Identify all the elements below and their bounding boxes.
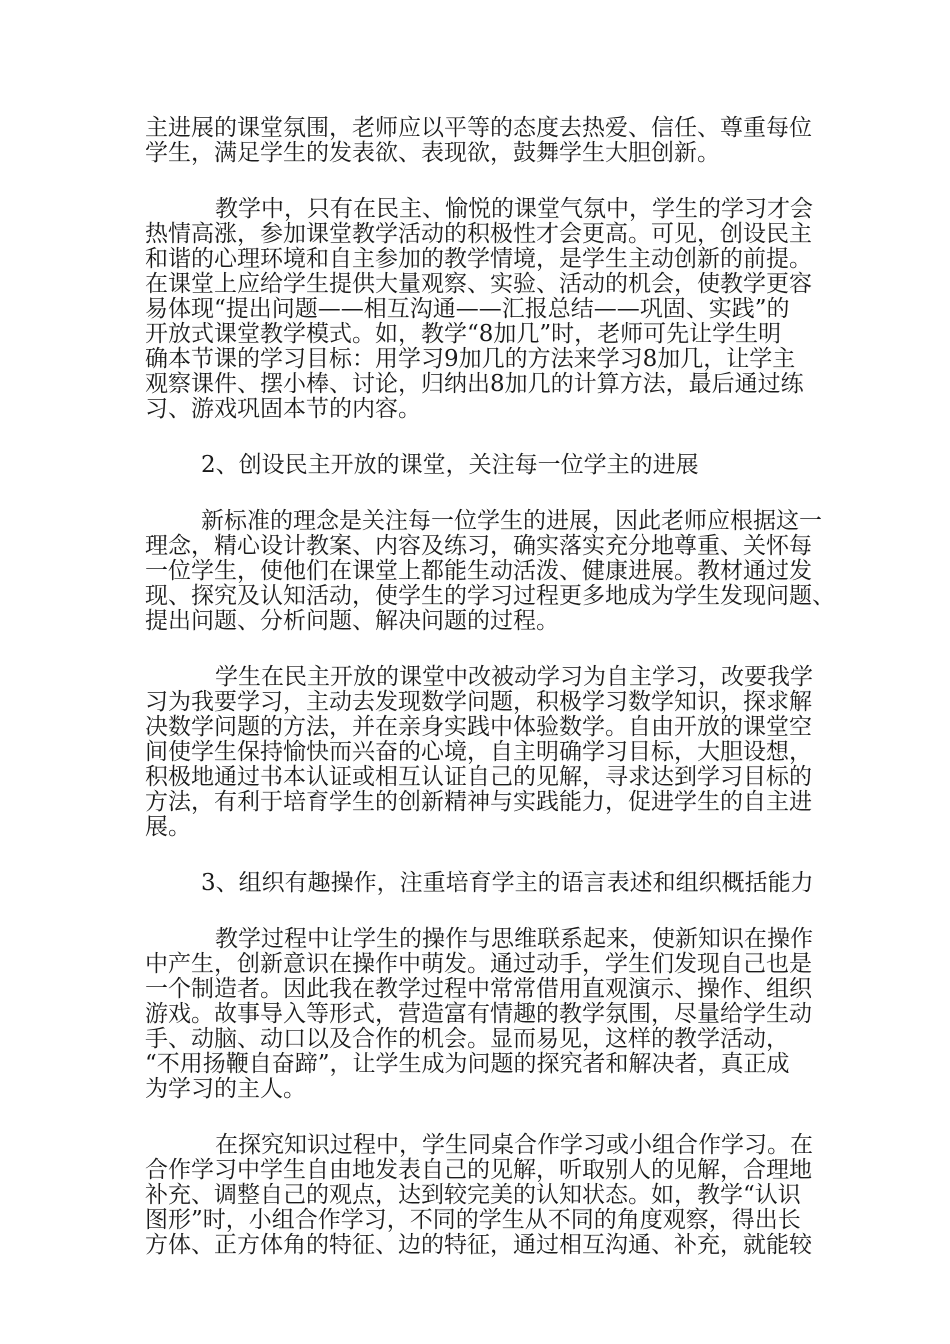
document-body xyxy=(145,115,835,1289)
text-line: 开放式课堂教学模式。如，教学“8加几”时，老师可先让学生明 xyxy=(145,321,782,347)
section-heading xyxy=(145,871,825,896)
text-line: 一个制造者。因此我在教学过程中常常借用直观演示、操作、组织 xyxy=(145,976,812,1002)
text-line: 一位学生，使他们在课堂上都能生动活泼、健康进展。教材通过发 xyxy=(145,558,812,584)
heading-text: 3、组织有趣操作，注重培育学主的语言表述和组织概括能力 xyxy=(201,870,814,896)
text-line: 习、游戏巩固本节的内容。 xyxy=(145,396,421,422)
text-line: 方法，有利于培育学生的创新精神与实践能力，促进学生的自主进 xyxy=(145,789,812,815)
text-line: 学生，满足学生的发表欲、表现欲，鼓舞学生大胆创新。 xyxy=(145,140,720,166)
text-line: 确本节课的学习目标：用学习9加几的方法来学习8加几，让学主 xyxy=(145,346,796,372)
heading-text: 2、创设民主开放的课堂，关注每一位学主的进展 xyxy=(201,452,699,478)
text-line: 教学过程中让学生的操作与思维联系起来，使新知识在操作 xyxy=(215,926,813,952)
text-line: 间使学生保持愉快而兴奋的心境，自主明确学习目标，大胆设想， xyxy=(145,739,812,765)
paragraph xyxy=(145,1133,825,1258)
paragraph xyxy=(145,927,825,1102)
text-line: 主进展的课堂氛围，老师应以平等的态度去热爱、信任、尊重每位 xyxy=(145,115,812,141)
section-heading xyxy=(145,453,825,478)
text-line: 教学中，只有在民主、愉悦的课堂气氛中，学生的学习才会 xyxy=(215,196,813,222)
text-line: 在课堂上应给学生提供大量观察、实验、活动的机会，使教学更容 xyxy=(145,271,812,297)
text-line: 现、探究及认知活动，使学生的学习过程更多地成为学生发现问题、 xyxy=(145,583,835,609)
text-line: 学生在民主开放的课堂中改被动学习为自主学习，改要我学 xyxy=(215,664,813,690)
text-line: 积极地通过书本认证或相互认证自己的见解，寻求达到学习目标的 xyxy=(145,764,812,790)
text-line: 补充、调整自己的观点，达到较完美的认知状态。如，教学“认识 xyxy=(145,1182,801,1208)
text-line: “不用扬鞭自奋蹄”，让学生成为问题的探究者和解决者，真正成 xyxy=(145,1051,790,1077)
text-line: 提出问题、分析问题、解决问题的过程。 xyxy=(145,608,559,634)
text-line: 热情高涨，参加课堂教学活动的积极性才会更高。可见，创设民主 xyxy=(145,221,812,247)
text-line: 方体、正方体角的特征、边的特征，通过相互沟通、补充，就能较 xyxy=(145,1232,812,1258)
text-line: 图形”时，小组合作学习，不同的学生从不同的角度观察，得出长 xyxy=(145,1207,801,1233)
text-line: 手、动脑、动口以及合作的机会。显而易见，这样的教学活动， xyxy=(145,1026,789,1052)
text-line: 中产生，创新意识在操作中萌发。通过动手，学生们发现自己也是 xyxy=(145,951,812,977)
text-line: 理念，精心设计教案、内容及练习，确实落实充分地尊重、关怀每 xyxy=(145,533,812,559)
paragraph xyxy=(145,665,825,840)
paragraph xyxy=(145,508,835,634)
text-line: 观察课件、摆小棒、讨论，归纳出8加几的计算方法，最后通过练 xyxy=(145,371,804,397)
text-line: 合作学习中学生自由地发表自己的见解，听取别人的见解，合理地 xyxy=(145,1157,812,1183)
paragraph xyxy=(145,197,825,422)
text-line: 易体现“提出问题——相互沟通——汇报总结——巩固、实践”的 xyxy=(145,296,790,322)
text-line: 游戏。故事导入等形式，营造富有情趣的教学氛围，尽量给学生动 xyxy=(145,1001,812,1027)
text-line: 在探究知识过程中，学生同桌合作学习或小组合作学习。在 xyxy=(215,1132,813,1158)
text-line: 为学习的主人。 xyxy=(145,1076,306,1102)
text-line: 展。 xyxy=(145,814,191,840)
text-line: 习为我要学习，主动去发现数学问题，积极学习数学知识，探求解 xyxy=(145,689,812,715)
paragraph xyxy=(145,116,825,166)
text-line: 决数学问题的方法，并在亲身实践中体验数学。自由开放的课堂空 xyxy=(145,714,812,740)
text-line: 新标准的理念是关注每一位学生的进展，因此老师应根据这一 xyxy=(201,508,822,534)
text-line: 和谐的心理环境和自主参加的教学情境，是学生主动创新的前提。 xyxy=(145,246,812,272)
